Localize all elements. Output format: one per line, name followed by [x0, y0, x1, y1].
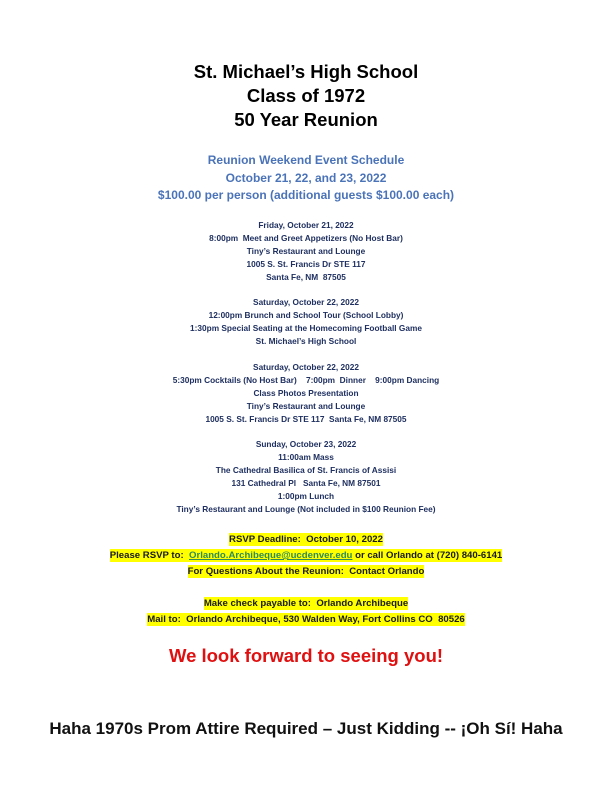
- schedule-line: 8:00pm Meet and Greet Appetizers (No Host Bar): [209, 232, 403, 243]
- closing-message: We look forward to seeing you!: [168, 645, 444, 666]
- schedule-line: Santa Fe, NM 87505: [266, 271, 346, 282]
- schedule-line: 11:00am Mass: [278, 452, 334, 463]
- schedule-line: 131 Cathedral Pl Santa Fe, NM 87501: [231, 478, 381, 489]
- schedule-line: Tiny’s Restaurant and Lounge: [246, 400, 366, 411]
- schedule-line: Class Photos Presentation: [253, 387, 359, 398]
- schedule-line: 5:30pm Cocktails (No Host Bar) 7:00pm Dinner 9:00pm Dancing: [172, 374, 440, 385]
- schedule-line: 12:00pm Brunch and School Tour (School Lobby): [208, 310, 404, 321]
- schedule-line: Tiny’s Restaurant and Lounge (Not included in $100 Reunion Fee): [176, 503, 436, 514]
- schedule-line: 1:00pm Lunch: [277, 490, 335, 501]
- schedule-heading: Reunion Weekend Event Schedule: [207, 153, 405, 167]
- schedule-sunday: [0, 438, 612, 515]
- event-schedule: [0, 219, 612, 516]
- event-price: $100.00 per person (additional guests $100.00 each): [157, 188, 455, 202]
- event-dates: October 21, 22, and 23, 2022: [225, 170, 387, 185]
- class-year: Class of 1972: [246, 85, 366, 106]
- rsvp-email-link[interactable]: Orlando.Archibeque@ucdenver.edu: [189, 550, 353, 561]
- schedule-line: 1005 S. St. Francis Dr STE 117 Santa Fe, NM 87505: [205, 413, 407, 424]
- schedule-line: Tiny’s Restaurant and Lounge: [246, 245, 366, 256]
- schedule-line: Sunday, October 23, 2022: [255, 439, 357, 450]
- check-payable: Make check payable to: Orlando Archibeque: [203, 598, 409, 609]
- schedule-saturday-evening: [0, 361, 612, 426]
- schedule-line: St. Michael’s High School: [255, 336, 357, 347]
- schedule-saturday-day: [0, 296, 612, 348]
- rsvp-deadline: RSVP Deadline: October 10, 2022: [229, 534, 383, 545]
- schedule-line: The Cathedral Basilica of St. Francis of Assisi: [215, 465, 397, 476]
- rsvp-phone: or call Orlando at (720) 840-6141: [352, 550, 503, 561]
- schedule-line: Friday, October 21, 2022: [258, 220, 354, 230]
- school-name: St. Michael’s High School: [193, 61, 419, 82]
- schedule-line: 1:30pm Special Seating at the Homecoming Football Game: [190, 323, 422, 334]
- document-title: [0, 60, 612, 132]
- mail-address: Mail to: Orlando Archibeque, 530 Walden Way, Fort Collins CO 80526: [147, 614, 465, 625]
- schedule-friday: [0, 219, 612, 284]
- event-subtitle: [0, 152, 612, 205]
- questions-contact: For Questions About the Reunion: Contact Orlando: [187, 566, 425, 577]
- rsvp-prefix: Please RSVP to:: [109, 550, 189, 561]
- schedule-line: Saturday, October 22, 2022: [253, 361, 359, 372]
- reunion-name: 50 Year Reunion: [234, 109, 378, 130]
- footer-note: Haha 1970s Prom Attire Required – Just Kidding -- ¡Oh Sí! Haha: [49, 719, 563, 738]
- schedule-line: Saturday, October 22, 2022: [253, 297, 359, 308]
- rsvp-section: [0, 532, 612, 628]
- schedule-line: 1005 S. St. Francis Dr STE 117: [246, 258, 366, 269]
